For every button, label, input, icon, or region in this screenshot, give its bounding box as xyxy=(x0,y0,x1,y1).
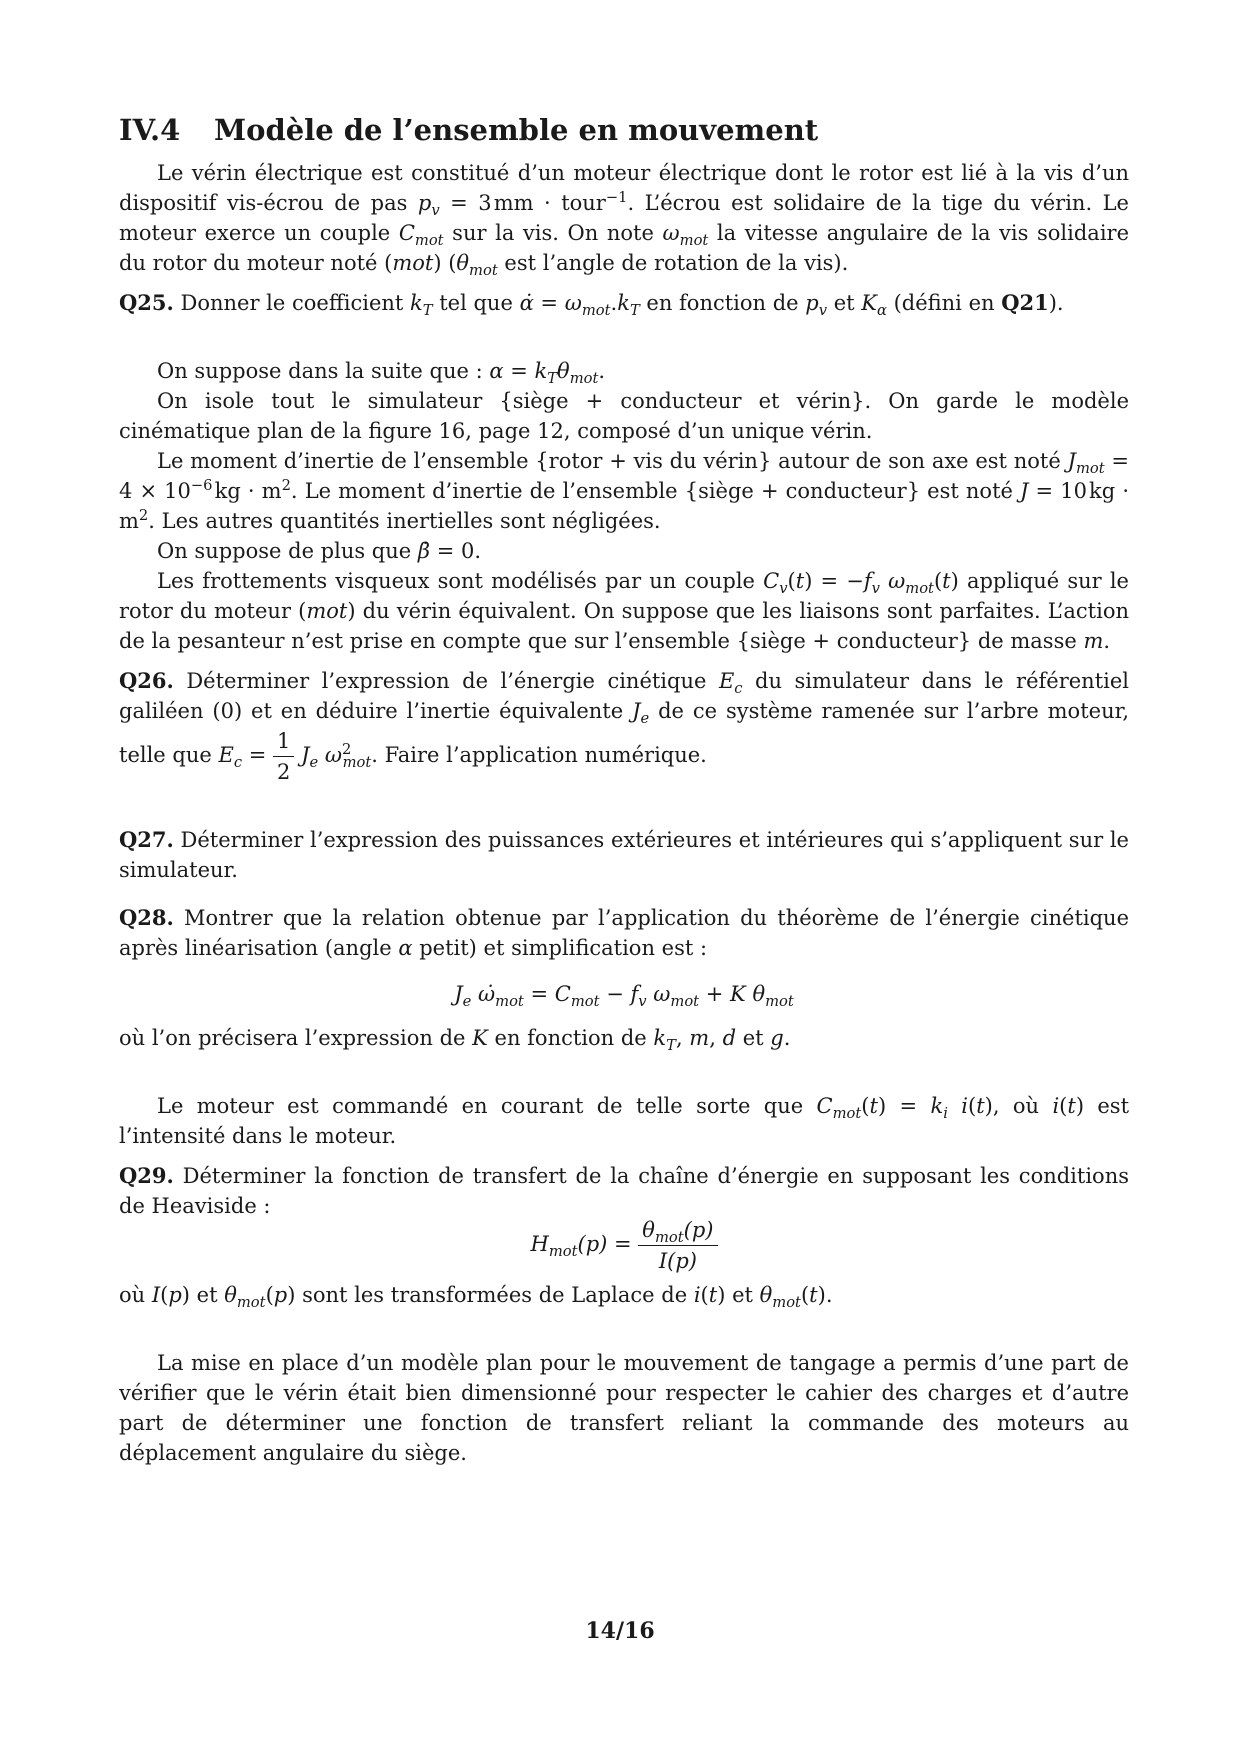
question-label: Q27. xyxy=(119,827,174,852)
paragraph-motor-command: Le moteur est commandé en courant de telle sorte que $C_{mot}(t) = k_i$ i(t), où i(t) est l’intensité dans le moteur. xyxy=(119,1094,1130,1148)
paragraph-inertia: Le moment d’inertie de l’ensemble {rotor + vis du vérin} autour de son axe est noté $J_{mot} = 4 \times 10^{-6}$ kg · $m^2$. Le moment d’inertie de l’ensemble {siège + conducteur} est noté J = 10 kg · $m^2$. Les autres quantités inertielles sont négligées. xyxy=(119,449,1130,533)
question-q27: Q27. Déterminer l’expression des puissances extérieures et intérieures qui s’appliquent sur le simulateur. xyxy=(119,827,1129,882)
paragraph-conclusion: La mise en place d’un modèle plan pour le mouvement de tangage a permis d’une part de vérifier que le vérin était bien dimensionné pour respecter le cahier des charges et d’autre part de déterminer une fonction de transfert reliant la commande des moteurs au déplacement angulaire du siège. xyxy=(119,1351,1129,1465)
question-q26: Q26. Déterminer l’expression de l’énergie cinétique $E_c$ du simulateur dans le référentiel galiléen (0) et en déduire l’inertie équivalente $J_e$ de ce système ramenée sur l’arbre moteur, telle que $E_c$ = $\frac{1}{2}$ $J_e$ $\omega^2_{mot}$. Faire l’application numérique. xyxy=(119,666,1129,787)
section-heading xyxy=(119,112,1129,148)
paragraph-hypothesis: On suppose dans la suite que : $\alpha = k_T\theta_{mot}$. xyxy=(157,359,606,388)
paragraph-laplace: où I(p) et $\theta_{mot}(p)$ sont les transformées de Laplace de i(t) et $\theta_{mot}(t)$. xyxy=(119,1283,833,1312)
question-reference: Q21 xyxy=(1001,290,1049,315)
document-page xyxy=(119,112,1129,1468)
question-q29: Q29. Déterminer la fonction de transfert de la chaîne d’énergie en supposant les conditions de Heaviside : xyxy=(119,1163,1129,1218)
question-label: Q25. xyxy=(119,290,174,315)
paragraph-friction: Les frottements visqueux sont modélisés par un couple $C_v(t) = -f_v$ $\omega_{mot}(t)$ appliqué sur le rotor du moteur (mot) du vérin équivalent. On suppose que les liaisons sont parfaites. L’action de la pesanteur n’est prise en compte que sur l’ensemble {siège + conducteur} de masse m. xyxy=(119,569,1129,653)
section-number: IV.4 xyxy=(119,113,181,147)
question-q28: Q28. Montrer que la relation obtenue par l’application du théorème de l’énergie cinétique après linéarisation (angle α petit) et simplification est : xyxy=(119,905,1129,960)
question-label: Q26. xyxy=(119,668,174,693)
question-label: Q28. xyxy=(119,905,174,930)
paragraph-isolation: On isole tout le simulateur {siège + conducteur et vérin}. On garde le modèle cinématique plan de la figure 16, page 12, composé d’un unique vérin. xyxy=(119,389,1129,443)
fraction-transfer: $\frac{\theta_{mot}(p)}{I(p)}$ xyxy=(638,1215,717,1276)
fraction-one-half: $\frac{1}{2}$ xyxy=(273,726,294,787)
section-title: Modèle de l’ensemble en mouvement xyxy=(214,113,819,147)
equation-energy: $J_e$ $\omegȧ_{mot} = C_{mot} - f_v$ $\omega_{mot} + K$ $\theta_{mot}$ xyxy=(454,982,794,1011)
question-q25: Q25. Donner le coefficient $k_T$ tel que α̇ = $\omega_{mot}.k_T$ en fonction de $p_v$ et $K_\alpha$ (défini en Q21). xyxy=(119,290,1064,320)
paragraph-beta: On suppose de plus que β̇ = 0. xyxy=(157,539,482,563)
question-label: Q29. xyxy=(119,1163,174,1188)
page-number: 14/16 xyxy=(585,1618,655,1644)
paragraph-k-expression: où l’on précisera l’expression de K en fonction de $k_T$, m, d et g. xyxy=(119,1026,791,1055)
paragraph-intro: Le vérin électrique est constitué d’un moteur électrique dont le rotor est lié à la vis d’un dispositif vis-écrou de pas $p_v = 3$ mm · tour$^{-1}$. L’écrou est solidaire de la tige du vérin. Le moteur exerce un couple $C_{mot}$ sur la vis. On note $\omega_{mot}$ la vitesse angulaire de la vis solidaire du rotor du moteur noté (mot) ($\theta_{mot}$ est l’angle de rotation de la vis). xyxy=(119,161,1129,280)
equation-transfer-function: $H_{mot}(p)$ = $\frac{\theta_{mot}(p)}{I(p)}$ xyxy=(119,1215,1129,1276)
